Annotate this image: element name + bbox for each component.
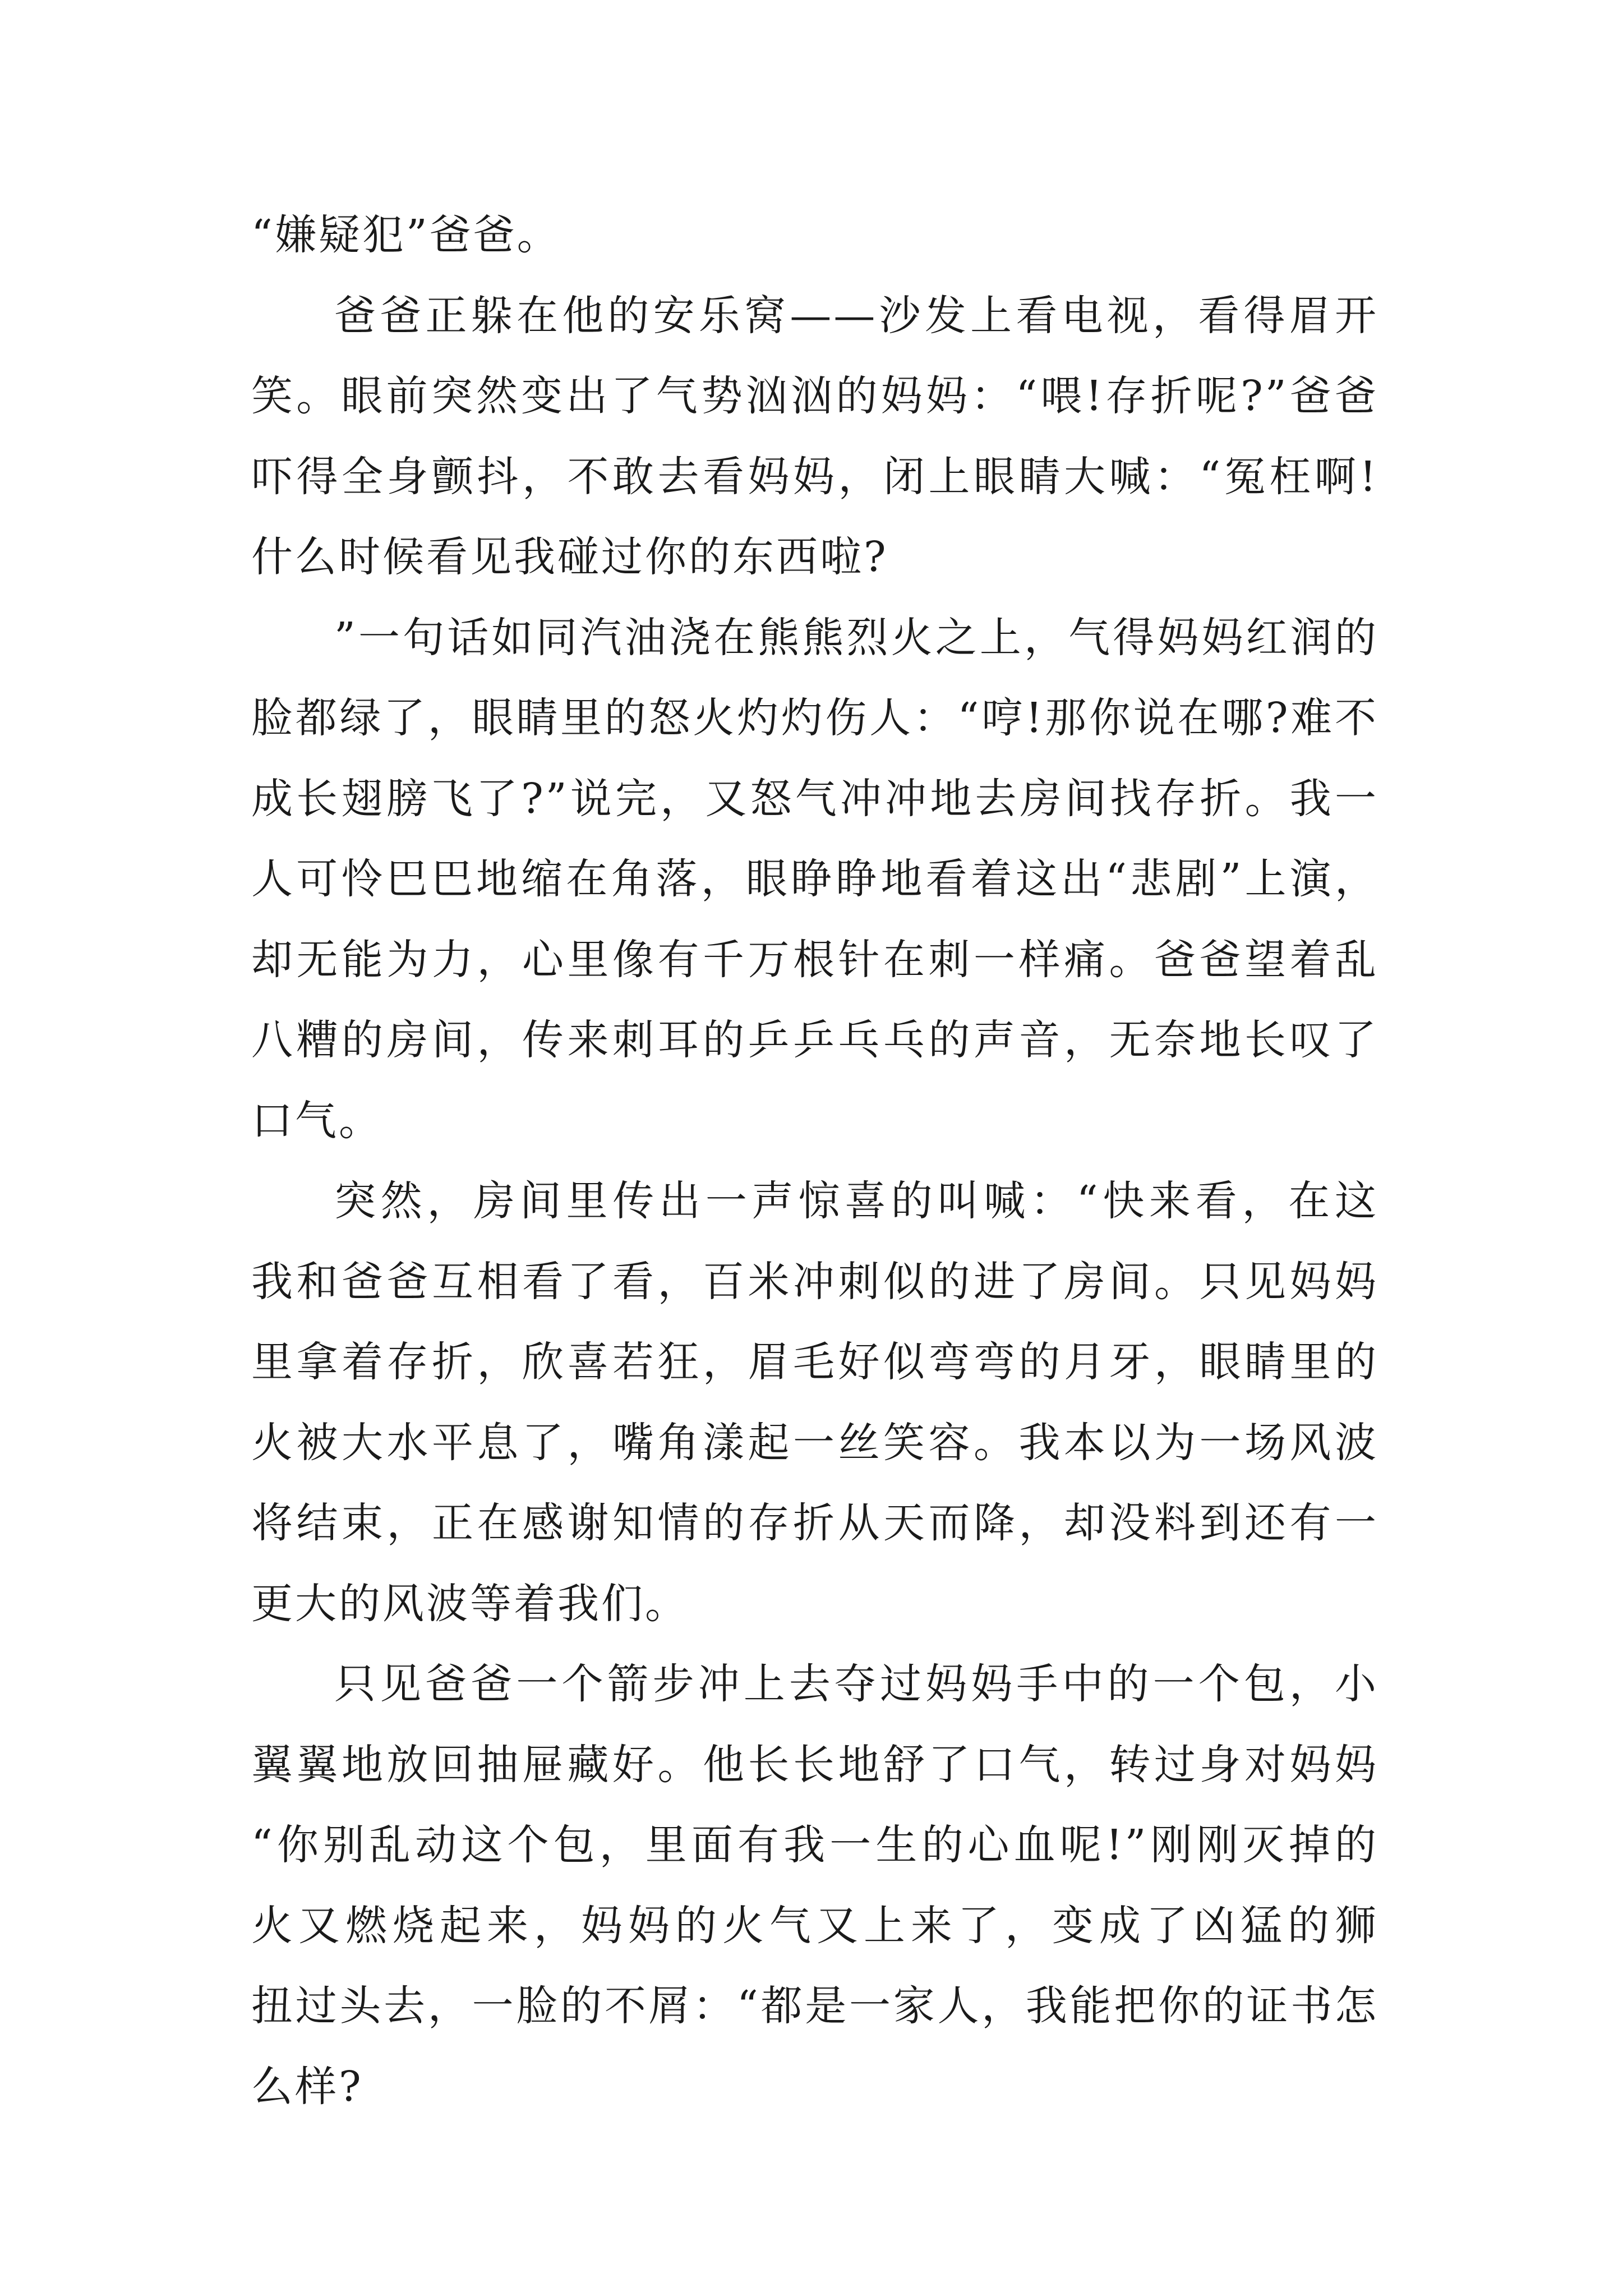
text-line: 我和爸爸互相看了看，百米冲刺似的进了房间。只见妈妈: [251, 1257, 1378, 1306]
text-line: 火又燃烧起来，妈妈的火气又上来了，变成了凶猛的狮: [251, 1901, 1378, 1950]
text-line: 将结束，正在感谢知情的存折从天而降，却没料到还有一: [251, 1499, 1378, 1547]
text-line: 笑。眼前突然变出了气势汹汹的妈妈：“喂!存折呢?”爸爸: [251, 372, 1378, 420]
text-line: 脸都绿了，眼睛里的怒火灼灼伤人：“哼!那你说在哪?难不: [251, 694, 1378, 742]
text-line: “你别乱动这个包，里面有我一生的心血呢!”刚刚灭掉的: [251, 1821, 1378, 1869]
text-line: 只见爸爸一个箭步冲上去夺过妈妈手中的一个包，小: [334, 1660, 1378, 1708]
text-line: ”一句话如同汽油浇在熊熊烈火之上，气得妈妈红润的: [334, 613, 1378, 662]
body-text: [251, 195, 1378, 2127]
text-line: 扭过头去，一脸的不屑：“都是一家人，我能把你的证书怎: [251, 1982, 1378, 2030]
text-line: 翼翼地放回抽屉藏好。他长长地舒了口气，转过身对妈妈: [251, 1740, 1378, 1789]
text-line: 口气。: [251, 1096, 382, 1145]
text-line: 人可怜巴巴地缩在角落，眼睁睁地看着这出“悲剧”上演，: [251, 855, 1378, 903]
text-line: 什么时候看见我碰过你的东西啦?: [251, 533, 888, 581]
text-line: 爸爸正躲在他的安乐窝——沙发上看电视，看得眉开: [334, 291, 1378, 340]
text-line: 突然，房间里传出一声惊喜的叫喊：“快来看，在这: [334, 1177, 1378, 1225]
text-line: 更大的风波等着我们。: [251, 1579, 689, 1628]
text-line: 么样?: [251, 2062, 363, 2111]
text-line: 吓得全身颤抖，不敢去看妈妈，闭上眼睛大喊：“冤枉啊!: [251, 452, 1378, 501]
text-line: 火被大水平息了，嘴角漾起一丝笑容。我本以为一场风波: [251, 1418, 1378, 1467]
text-line: 成长翅膀飞了?”说完，又怒气冲冲地去房间找存折。我一: [251, 774, 1378, 823]
text-line: 里拿着存折，欣喜若狂，眉毛好似弯弯的月牙，眼睛里的: [251, 1338, 1378, 1386]
text-line: 八糟的房间，传来刺耳的乒乒乓乓的声音，无奈地长叹了: [251, 1016, 1378, 1064]
text-line: “嫌疑犯”爸爸。: [251, 211, 561, 259]
text-line: 却无能为力，心里像有千万根针在刺一样痛。爸爸望着乱: [251, 935, 1378, 984]
